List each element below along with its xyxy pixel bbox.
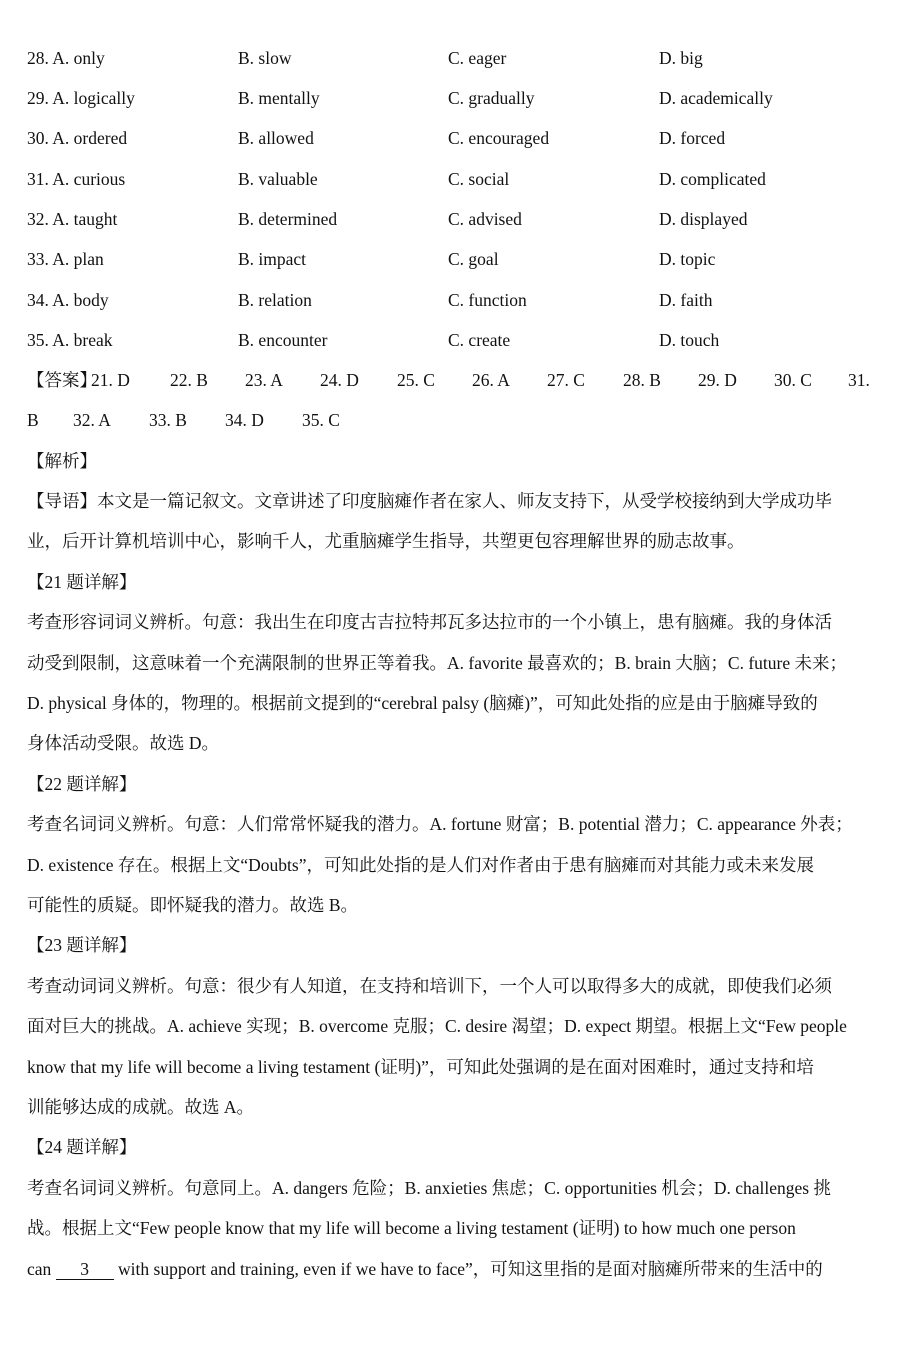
- q24-text-pre: can: [27, 1259, 52, 1279]
- option-d: D. faith: [659, 290, 713, 310]
- option-row-32: [0, 199, 900, 239]
- answer-item: 24. D: [320, 370, 359, 390]
- option-a: 35. A. break: [27, 330, 113, 350]
- option-a: 28. A. only: [27, 48, 105, 68]
- q23-line: 训能够达成的成就。故选 A。: [27, 1097, 255, 1117]
- option-a: 31. A. curious: [27, 169, 126, 189]
- option-d: D. forced: [659, 128, 726, 148]
- option-b: B. determined: [238, 209, 338, 229]
- option-a: 30. A. ordered: [27, 128, 128, 148]
- answer-item: 26. A: [472, 370, 510, 390]
- intro-line: 业，后开计算机培训中心，影响千人，尤重脑瘫学生指导，共塑更包容理解世界的励志故事。: [27, 531, 745, 551]
- q22-line: 考查名词词义辨析。句意：人们常常怀疑我的潜力。A. fortune 财富；B. potential 潜力；C. appearance 外表；: [27, 814, 853, 834]
- answer-item: 32. A: [73, 410, 111, 430]
- answer-item: 27. C: [547, 370, 585, 390]
- option-d: D. academically: [659, 88, 773, 108]
- option-c: C. social: [448, 169, 510, 189]
- answer-item: B: [27, 410, 39, 430]
- q23-line: 面对巨大的挑战。A. achieve 实现；B. overcome 克服；C. desire 渴望；D. expect 期望。根据上文“Few people: [27, 1016, 847, 1036]
- q24-line: 考查名词词义辨析。句意同上。A. dangers 危险；B. anxieties 焦虑；C. opportunities 机会；D. challenges 挑: [27, 1178, 831, 1198]
- option-row-28: [0, 38, 900, 78]
- intro-line: 【导语】本文是一篇记叙文。文章讲述了印度脑瘫作者在家人、师友支持下，从受学校接纳到大学成功毕: [27, 491, 832, 511]
- option-a: 29. A. logically: [27, 88, 135, 108]
- q24-text-post: with support and training, even if we have to face”，可知这里指的是面对脑瘫所带来的生活中的: [118, 1259, 823, 1279]
- option-c: C. create: [448, 330, 511, 350]
- option-c: C. encouraged: [448, 128, 550, 148]
- q21-title: 【21 题详解】: [27, 572, 137, 592]
- answer-item: 30. C: [774, 370, 812, 390]
- answer-item: 33. B: [149, 410, 187, 430]
- q22-title: 【22 题详解】: [27, 774, 137, 794]
- answer-item: 22. B: [170, 370, 208, 390]
- answer-item: 25. C: [397, 370, 435, 390]
- option-d: D. topic: [659, 249, 716, 269]
- option-d: D. complicated: [659, 169, 766, 189]
- q21-line: 动受到限制，这意味着一个充满限制的世界正等着我。A. favorite 最喜欢的；B. brain 大脑；C. future 未来；: [27, 653, 848, 673]
- q21-line: D. physical 身体的，物理的。根据前文提到的“cerebral palsy (脑瘫)”，可知此处指的应是由于脑瘫导致的: [27, 693, 818, 713]
- q24-line-with-blank: [27, 1249, 877, 1289]
- option-row-29: [0, 78, 900, 118]
- option-c: C. goal: [448, 249, 499, 269]
- option-c: C. function: [448, 290, 527, 310]
- option-b: B. slow: [238, 48, 292, 68]
- q22-line: 可能性的质疑。即怀疑我的潜力。故选 B。: [27, 895, 359, 915]
- q22-line: D. existence 存在。根据上文“Doubts”，可知此处指的是人们对作者由于患有脑瘫而对其能力或未来发展: [27, 855, 814, 875]
- option-a: 32. A. taught: [27, 209, 118, 229]
- option-b: B. valuable: [238, 169, 318, 189]
- answer-item: 28. B: [623, 370, 661, 390]
- q24-line: 战。根据上文“Few people know that my life will become a living testament (证明) to how much one person: [27, 1218, 796, 1238]
- option-a: 34. A. body: [27, 290, 109, 310]
- option-row-33: [0, 239, 900, 279]
- q21-line: 考查形容词词义辨析。句意：我出生在印度古吉拉特邦瓦多达拉市的一个小镇上，患有脑瘫。我的身体活: [27, 612, 832, 632]
- option-b: B. mentally: [238, 88, 320, 108]
- option-row-31: [0, 159, 900, 199]
- q23-title: 【23 题详解】: [27, 935, 137, 955]
- option-row-34: [0, 280, 900, 320]
- option-c: C. advised: [448, 209, 522, 229]
- q23-line: know that my life will become a living testament (证明)”，可知此处强调的是在面对困难时，通过支持和培: [27, 1057, 814, 1077]
- answer-label: 【答案】: [27, 370, 97, 390]
- answer-item: 21. D: [91, 370, 130, 390]
- answer-item: 35. C: [302, 410, 340, 430]
- option-row-30: [0, 118, 900, 158]
- option-c: C. eager: [448, 48, 507, 68]
- option-d: D. displayed: [659, 209, 748, 229]
- option-d: D. big: [659, 48, 703, 68]
- answer-item: 23. A: [245, 370, 283, 390]
- option-a: 33. A. plan: [27, 249, 104, 269]
- answer-key-line-2: [27, 400, 877, 440]
- option-b: B. allowed: [238, 128, 314, 148]
- answer-item: 29. D: [698, 370, 737, 390]
- option-row-35: [0, 320, 900, 360]
- blank-number: 3: [56, 1259, 114, 1280]
- option-d: D. touch: [659, 330, 720, 350]
- q24-title: 【24 题详解】: [27, 1137, 137, 1157]
- option-b: B. relation: [238, 290, 312, 310]
- answer-key-line-1: [27, 360, 877, 400]
- analysis-label: 【解析】: [27, 451, 97, 471]
- q23-line: 考查动词词义辨析。句意：很少有人知道，在支持和培训下，一个人可以取得多大的成就，即使我们必须: [27, 976, 832, 996]
- q21-line: 身体活动受限。故选 D。: [27, 733, 220, 753]
- option-b: B. impact: [238, 249, 307, 269]
- option-c: C. gradually: [448, 88, 535, 108]
- option-b: B. encounter: [238, 330, 328, 350]
- answer-item: 31.: [848, 370, 870, 390]
- answer-item: 34. D: [225, 410, 264, 430]
